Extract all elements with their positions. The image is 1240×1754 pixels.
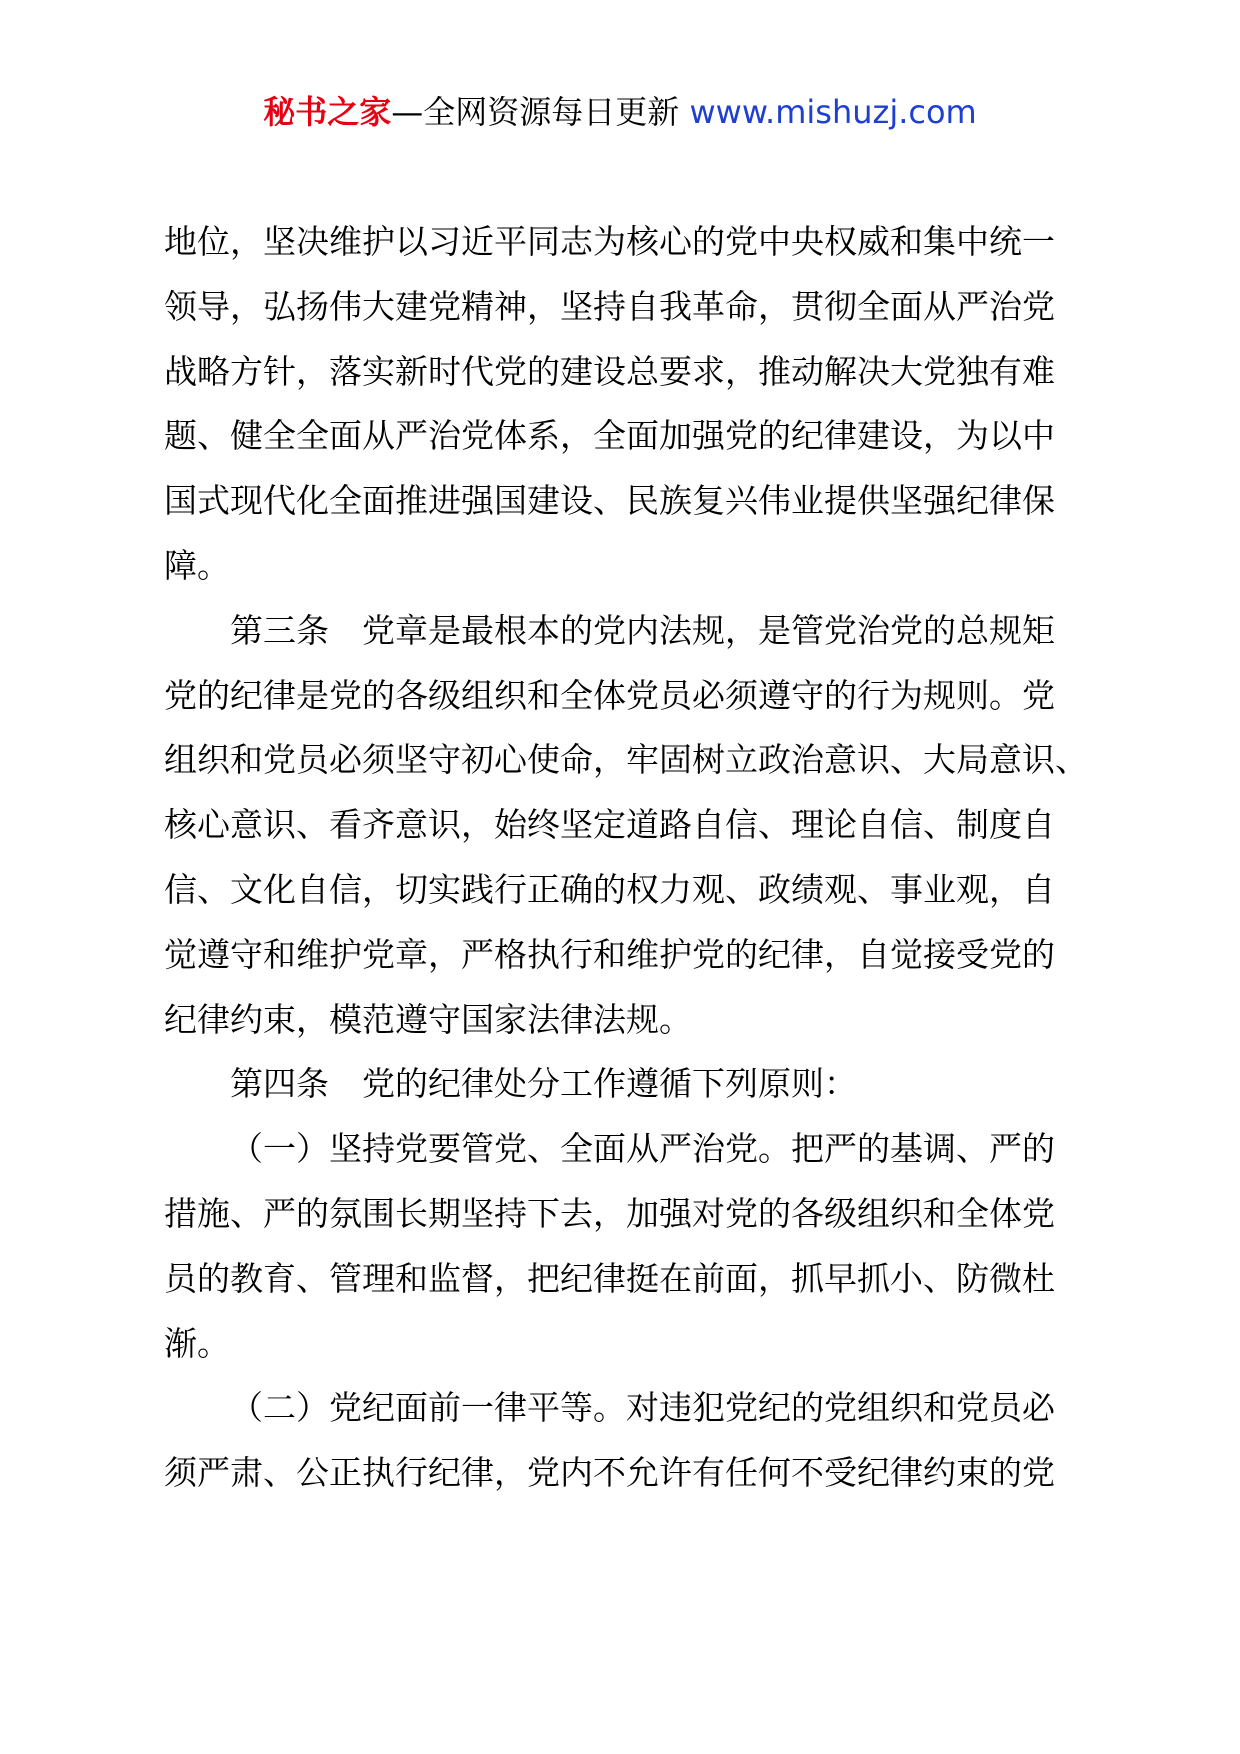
- header-separator: —: [391, 93, 424, 131]
- header-tagline: 全网资源每日更新: [423, 93, 690, 131]
- body-line: 地位，坚决维护以习近平同志为核心的党中央权威和集中统一: [164, 222, 1055, 261]
- body-line: 组织和党员必须坚守初心使命，牢固树立政治意识、大局意识、: [164, 740, 1088, 780]
- body-line: 渐。: [164, 1323, 230, 1363]
- site-url-link[interactable]: www.mishuzj.com: [689, 93, 977, 131]
- document-header: [0, 92, 1240, 132]
- body-line: 障。: [164, 545, 230, 585]
- body-line: 觉遵守和维护党章，严格执行和维护党的纪律，自觉接受党的: [164, 934, 1055, 974]
- article-4-heading-line: 第四条 党的纪律处分工作遵循下列原则：: [230, 1064, 857, 1104]
- body-line: 国式现代化全面推进强国建设、民族复兴伟业提供坚强纪律保: [164, 481, 1055, 521]
- principle-2-line: （二）党纪面前一律平等。对违犯党纪的党组织和党员必: [230, 1388, 1055, 1428]
- document-body: [164, 210, 1088, 1506]
- body-line: 须严肃、公正执行纪律，党内不允许有任何不受纪律约束的党: [164, 1453, 1055, 1493]
- body-line: 领导，弘扬伟大建党精神，坚持自我革命，贯彻全面从严治党: [164, 286, 1055, 326]
- article-3-heading-line: 第三条 党章是最根本的党内法规，是管党治党的总规矩: [230, 610, 1055, 650]
- body-line: 题、健全全面从严治党体系，全面加强党的纪律建设，为以中: [164, 416, 1055, 456]
- principle-1-line: （一）坚持党要管党、全面从严治党。把严的基调、严的: [230, 1129, 1055, 1169]
- body-line: 员的教育、管理和监督，把纪律挺在前面，抓早抓小、防微杜: [164, 1258, 1055, 1298]
- body-line: 党的纪律是党的各级组织和全体党员必须遵守的行为规则。党: [164, 675, 1055, 715]
- brand-name: 秘书之家: [263, 93, 392, 131]
- body-line: 信、文化自信，切实践行正确的权力观、政绩观、事业观，自: [164, 869, 1055, 909]
- body-line: 措施、严的氛围长期坚持下去，加强对党的各级组织和全体党: [164, 1193, 1055, 1233]
- body-line: 核心意识、看齐意识，始终坚定道路自信、理论自信、制度自: [164, 805, 1055, 845]
- body-line: 纪律约束，模范遵守国家法律法规。: [164, 999, 692, 1039]
- body-line: 战略方针，落实新时代党的建设总要求，推动解决大党独有难: [164, 351, 1055, 391]
